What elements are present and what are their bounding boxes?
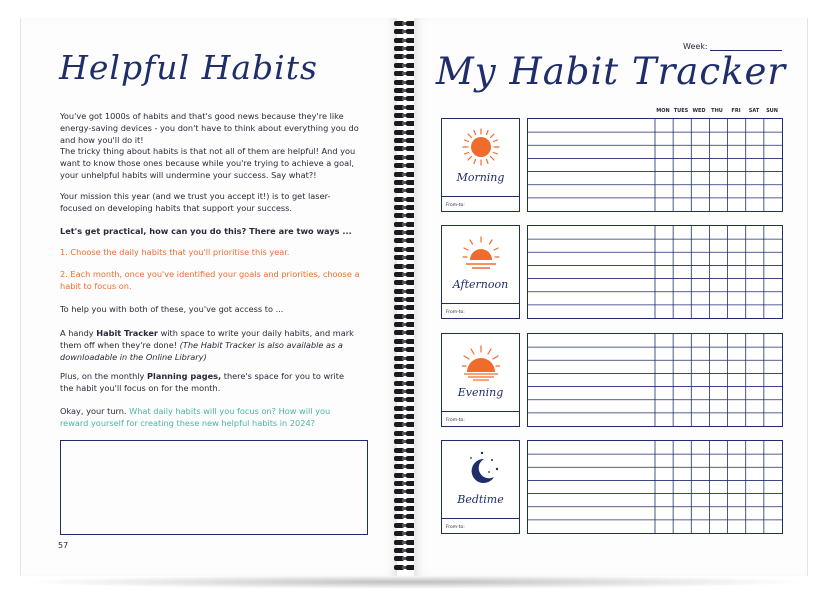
evening-grid[interactable] <box>527 333 783 427</box>
page-number: 57 <box>58 541 69 550</box>
afternoon-icon-box <box>441 225 520 319</box>
spiral-ring <box>394 63 416 68</box>
spiral-ring <box>394 205 416 210</box>
day-header-sat: SAT <box>748 108 760 114</box>
spiral-ring <box>394 464 416 469</box>
spiral-ring <box>394 372 416 377</box>
spiral-ring <box>394 222 416 227</box>
spiral-ring <box>394 531 416 536</box>
writing-box[interactable] <box>60 440 368 535</box>
right-page-title: My Habit Tracker <box>435 50 787 93</box>
book-shadow <box>20 575 810 589</box>
left-page-title: Helpful Habits <box>59 48 318 87</box>
spiral-ring <box>394 314 416 319</box>
spiral-ring <box>394 46 416 51</box>
spiral-ring <box>394 197 416 202</box>
spiral-ring <box>394 406 416 411</box>
from-to-label: From-to: <box>446 310 465 315</box>
day-header-tues: TUES <box>673 108 689 114</box>
morning-grid-lines <box>528 119 784 213</box>
evening-label: Evening <box>457 386 504 399</box>
spiral-ring <box>394 21 416 26</box>
practical-heading: Let's get practical, how can you do this? There are two ways ... <box>60 226 352 236</box>
morning-grid[interactable] <box>527 118 783 212</box>
spiral-ring <box>394 339 416 344</box>
bedtime-icon-box <box>441 440 520 534</box>
spiral-ring <box>394 213 416 218</box>
spiral-ring <box>394 556 416 561</box>
spiral-ring <box>394 255 416 260</box>
spiral-ring <box>394 172 416 177</box>
spiral-ring <box>394 264 416 269</box>
list-item-1: 1. Choose the daily habits that you'll prioritise this year. <box>60 247 290 257</box>
spiral-ring <box>394 305 416 310</box>
from-to-label: From-to: <box>446 418 465 423</box>
spiral-ring <box>394 498 416 503</box>
spiral-ring <box>394 155 416 160</box>
bedtime-label: Bedtime <box>457 493 504 506</box>
spiral-ring <box>394 330 416 335</box>
spiral-ring <box>394 80 416 85</box>
from-to-label: From-to: <box>446 525 465 530</box>
spiral-ring <box>394 29 416 34</box>
spiral-ring <box>394 238 416 243</box>
divider <box>442 411 519 412</box>
spiral-ring <box>394 489 416 494</box>
spiral-ring <box>394 54 416 59</box>
spiral-ring <box>394 364 416 369</box>
spiral-ring <box>394 280 416 285</box>
spiral-ring <box>394 481 416 486</box>
spiral-ring <box>394 180 416 185</box>
moon-stars-icon <box>462 449 500 489</box>
spiral-ring <box>394 347 416 352</box>
spiral-ring <box>394 456 416 461</box>
spiral-ring <box>394 506 416 511</box>
spiral-ring <box>394 88 416 93</box>
planning-paragraph: Plus, on the monthly Planning pages, there's space for you to write the habit you'll focus on for the month. <box>60 371 345 393</box>
mission-paragraph: Your mission this year (and we trust you accept it!) is to get laser-focused on developing habits that support your success. <box>60 191 331 213</box>
afternoon-grid-lines <box>528 226 784 320</box>
day-header-fri: FRI <box>731 108 741 114</box>
spiral-ring <box>394 431 416 436</box>
spiral-ring <box>394 188 416 193</box>
divider <box>442 518 519 519</box>
spiral-ring <box>394 548 416 553</box>
spiral-ring <box>394 297 416 302</box>
bedtime-grid-lines <box>528 441 784 535</box>
spiral-ring <box>394 473 416 478</box>
afternoon-label: Afternoon <box>452 278 509 291</box>
spiral-ring <box>394 121 416 126</box>
spiral-ring <box>394 389 416 394</box>
spiral-ring <box>394 381 416 386</box>
spiral-binding <box>394 20 416 572</box>
day-header-thu: THU <box>711 108 723 114</box>
spiral-ring <box>394 71 416 76</box>
spiral-ring <box>394 523 416 528</box>
habit-tracker-paragraph: A handy Habit Tracker with space to write your daily habits, and mark them off when they're done! (The Habit Tracker is also available as a downloadable in the Online Library) <box>60 328 354 362</box>
divider <box>442 196 519 197</box>
spiral-ring <box>394 105 416 110</box>
list-item-2: 2. Each month, once you've identified your goals and priorities, choose a habit to focus on. <box>60 269 360 291</box>
bedtime-grid[interactable] <box>527 440 783 534</box>
spiral-ring <box>394 272 416 277</box>
divider <box>442 303 519 304</box>
intro-paragraph: You've got 1000s of habits and that's good news because they're like energy-saving devices - you don't have to think about everything you do and how you'll do it! <box>60 111 359 145</box>
spiral-ring <box>394 448 416 453</box>
spiral-ring <box>394 113 416 118</box>
morning-label: Morning <box>456 171 505 184</box>
sun-horizon-icon <box>462 234 500 274</box>
spiral-ring <box>394 289 416 294</box>
afternoon-grid[interactable] <box>527 225 783 319</box>
spiral-ring <box>394 322 416 327</box>
evening-grid-lines <box>528 334 784 428</box>
spiral-ring <box>394 514 416 519</box>
spiral-ring <box>394 439 416 444</box>
spiral-ring <box>394 230 416 235</box>
spiral-ring <box>394 96 416 101</box>
spiral-ring <box>394 38 416 43</box>
day-header-wed: WED <box>692 108 706 114</box>
spiral-ring <box>394 540 416 545</box>
spiral-ring <box>394 163 416 168</box>
spiral-ring <box>394 247 416 252</box>
spiral-ring <box>394 422 416 427</box>
spiral-ring <box>394 414 416 419</box>
spiral-ring <box>394 397 416 402</box>
sunset-icon <box>462 342 500 382</box>
access-paragraph: To help you with both of these, you've got access to ... <box>60 304 284 314</box>
from-to-label: From-to: <box>446 203 465 208</box>
day-header-sun: SUN <box>766 108 778 114</box>
spiral-ring <box>394 356 416 361</box>
week-label: Week: <box>683 42 708 51</box>
your-turn-paragraph: Okay, your turn. What daily habits will you focus on? How will you reward yourself for creating these new helpful habits in 2024? <box>60 406 331 428</box>
morning-icon-box <box>441 118 520 212</box>
sunrise-icon <box>462 127 500 167</box>
spiral-ring <box>394 138 416 143</box>
evening-icon-box <box>441 333 520 427</box>
day-header-mon: MON <box>656 108 670 114</box>
spiral-ring <box>394 130 416 135</box>
spiral-ring <box>394 565 416 570</box>
tricky-paragraph: The tricky thing about habits is that not all of them are helpful! And you want to know those ones because while you're trying to achieve a goal, your unhelpful habits will undermine your success. Say what?! <box>60 146 356 180</box>
spiral-ring <box>394 146 416 151</box>
